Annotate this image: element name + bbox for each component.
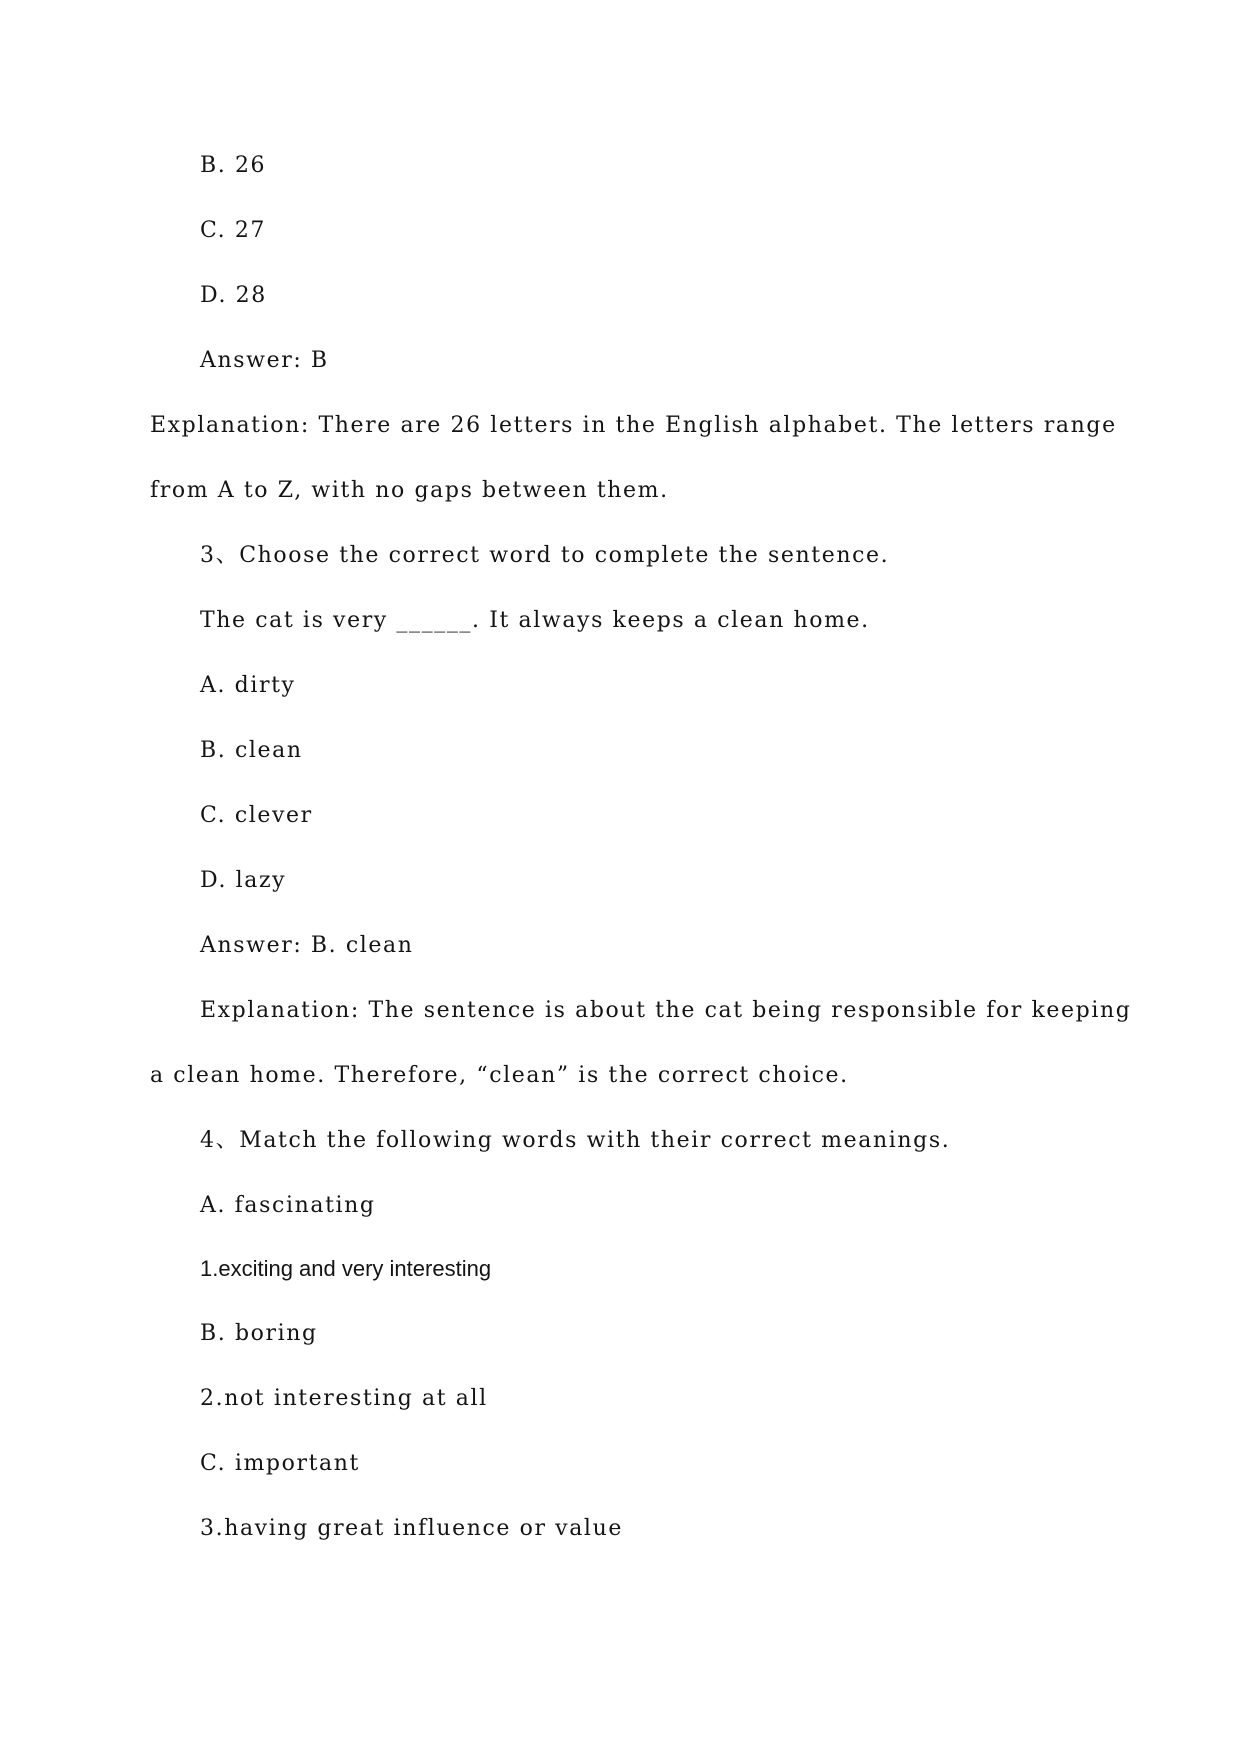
option-d-q2: D. 28 bbox=[200, 283, 267, 308]
option-a-q3: A. dirty bbox=[200, 673, 296, 698]
option-c-q2: C. 27 bbox=[200, 218, 267, 243]
word-b-q4: B. boring bbox=[200, 1321, 318, 1346]
meaning-3-q4: 3.having great influence or value bbox=[200, 1516, 623, 1541]
answer-q2: Answer: B bbox=[200, 348, 329, 373]
option-b-q2: B. 26 bbox=[200, 153, 267, 178]
question-3-prompt: 3、Choose the correct word to complete the sentence. bbox=[200, 543, 890, 568]
explanation-q3-line-2: a clean home. Therefore, “clean” is the correct choice. bbox=[150, 1063, 849, 1088]
word-c-q4: C. important bbox=[200, 1451, 360, 1476]
option-b-q3: B. clean bbox=[200, 738, 303, 763]
explanation-q2-line-1: Explanation: There are 26 letters in the English alphabet. The letters range bbox=[150, 413, 1117, 438]
answer-q3: Answer: B. clean bbox=[200, 933, 414, 958]
explanation-q3-line-1: Explanation: The sentence is about the cat being responsible for keeping bbox=[200, 998, 1132, 1023]
meaning-2-q4: 2.not interesting at all bbox=[200, 1386, 488, 1411]
option-c-q3: C. clever bbox=[200, 803, 313, 828]
option-d-q3: D. lazy bbox=[200, 868, 287, 893]
question-3-sentence: The cat is very ______. It always keeps a clean home. bbox=[200, 608, 870, 633]
meaning-1-q4: 1.exciting and very interesting bbox=[200, 1256, 492, 1281]
explanation-q2-line-2: from A to Z, with no gaps between them. bbox=[150, 478, 669, 503]
word-a-q4: A. fascinating bbox=[200, 1193, 376, 1218]
question-4-prompt: 4、Match the following words with their correct meanings. bbox=[200, 1128, 951, 1153]
